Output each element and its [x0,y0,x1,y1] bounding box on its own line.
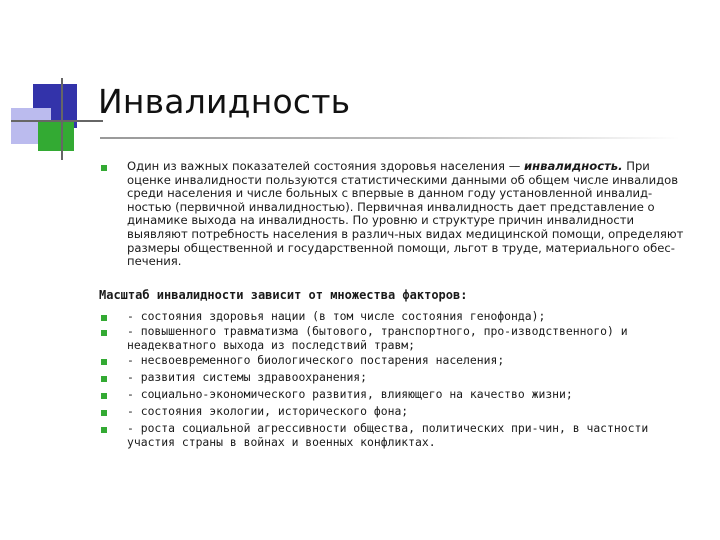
bullet-icon [101,376,107,382]
factor-item: - состояния экологии, исторического фона; [127,404,409,418]
bullet-icon [101,393,107,399]
factor-item: - несвоевременного биологического постарения населения; [127,353,505,367]
intro-paragraph [127,160,687,269]
decor-vertical-line [61,78,63,160]
bullet-icon [101,165,107,171]
bullet-icon [101,315,107,321]
bullet-icon [101,330,107,336]
para-text-before: Один из важных показателей состояния здоровья населения — [127,159,524,173]
factor-item: - состояния здоровья нации (в том числе состояния генофонда); [127,309,546,323]
factor-item: - повышенного травматизма (бытового, транспортного, про-изводственного) и неадекватного выхода из последствий травм; [127,324,628,352]
para-text-after: При оценке инвалидности пользуются статистическими данными об общем числе инвалидов среди населения и числе больных с впервые в данном году установленной инвалид-ностью (первичной инвалидностью). Первичная инвалидность дает представление о динамике выхода на инвалидность. По уровню и структуре причин инвалидности выявляют потребность населения в различ-ных видах медицинской помощи, определяют размеры общественной и государственной помощи, льгот в труде, материального обес-печения. [127,159,684,269]
factor-item: - социально-экономического развития, влияющего на качество жизни; [127,387,573,401]
factor-item: - роста социальной агрессивности общества, политических при-чин, в частности участия страны в войнах и военных конфликтах. [127,421,649,449]
bullet-icon [101,359,107,365]
factor-item: - развития системы здравоохранения; [127,370,368,384]
decor-square-green [38,121,74,151]
factors-heading: Масштаб инвалидности зависит от множества факторов: [99,288,468,302]
decor-horizontal-line [11,120,103,122]
bullet-icon [101,410,107,416]
para-emphasis: инвалидность. [523,159,623,173]
bullet-icon [101,427,107,433]
slide-title: Инвалидность [98,82,351,121]
title-underline [100,137,680,139]
